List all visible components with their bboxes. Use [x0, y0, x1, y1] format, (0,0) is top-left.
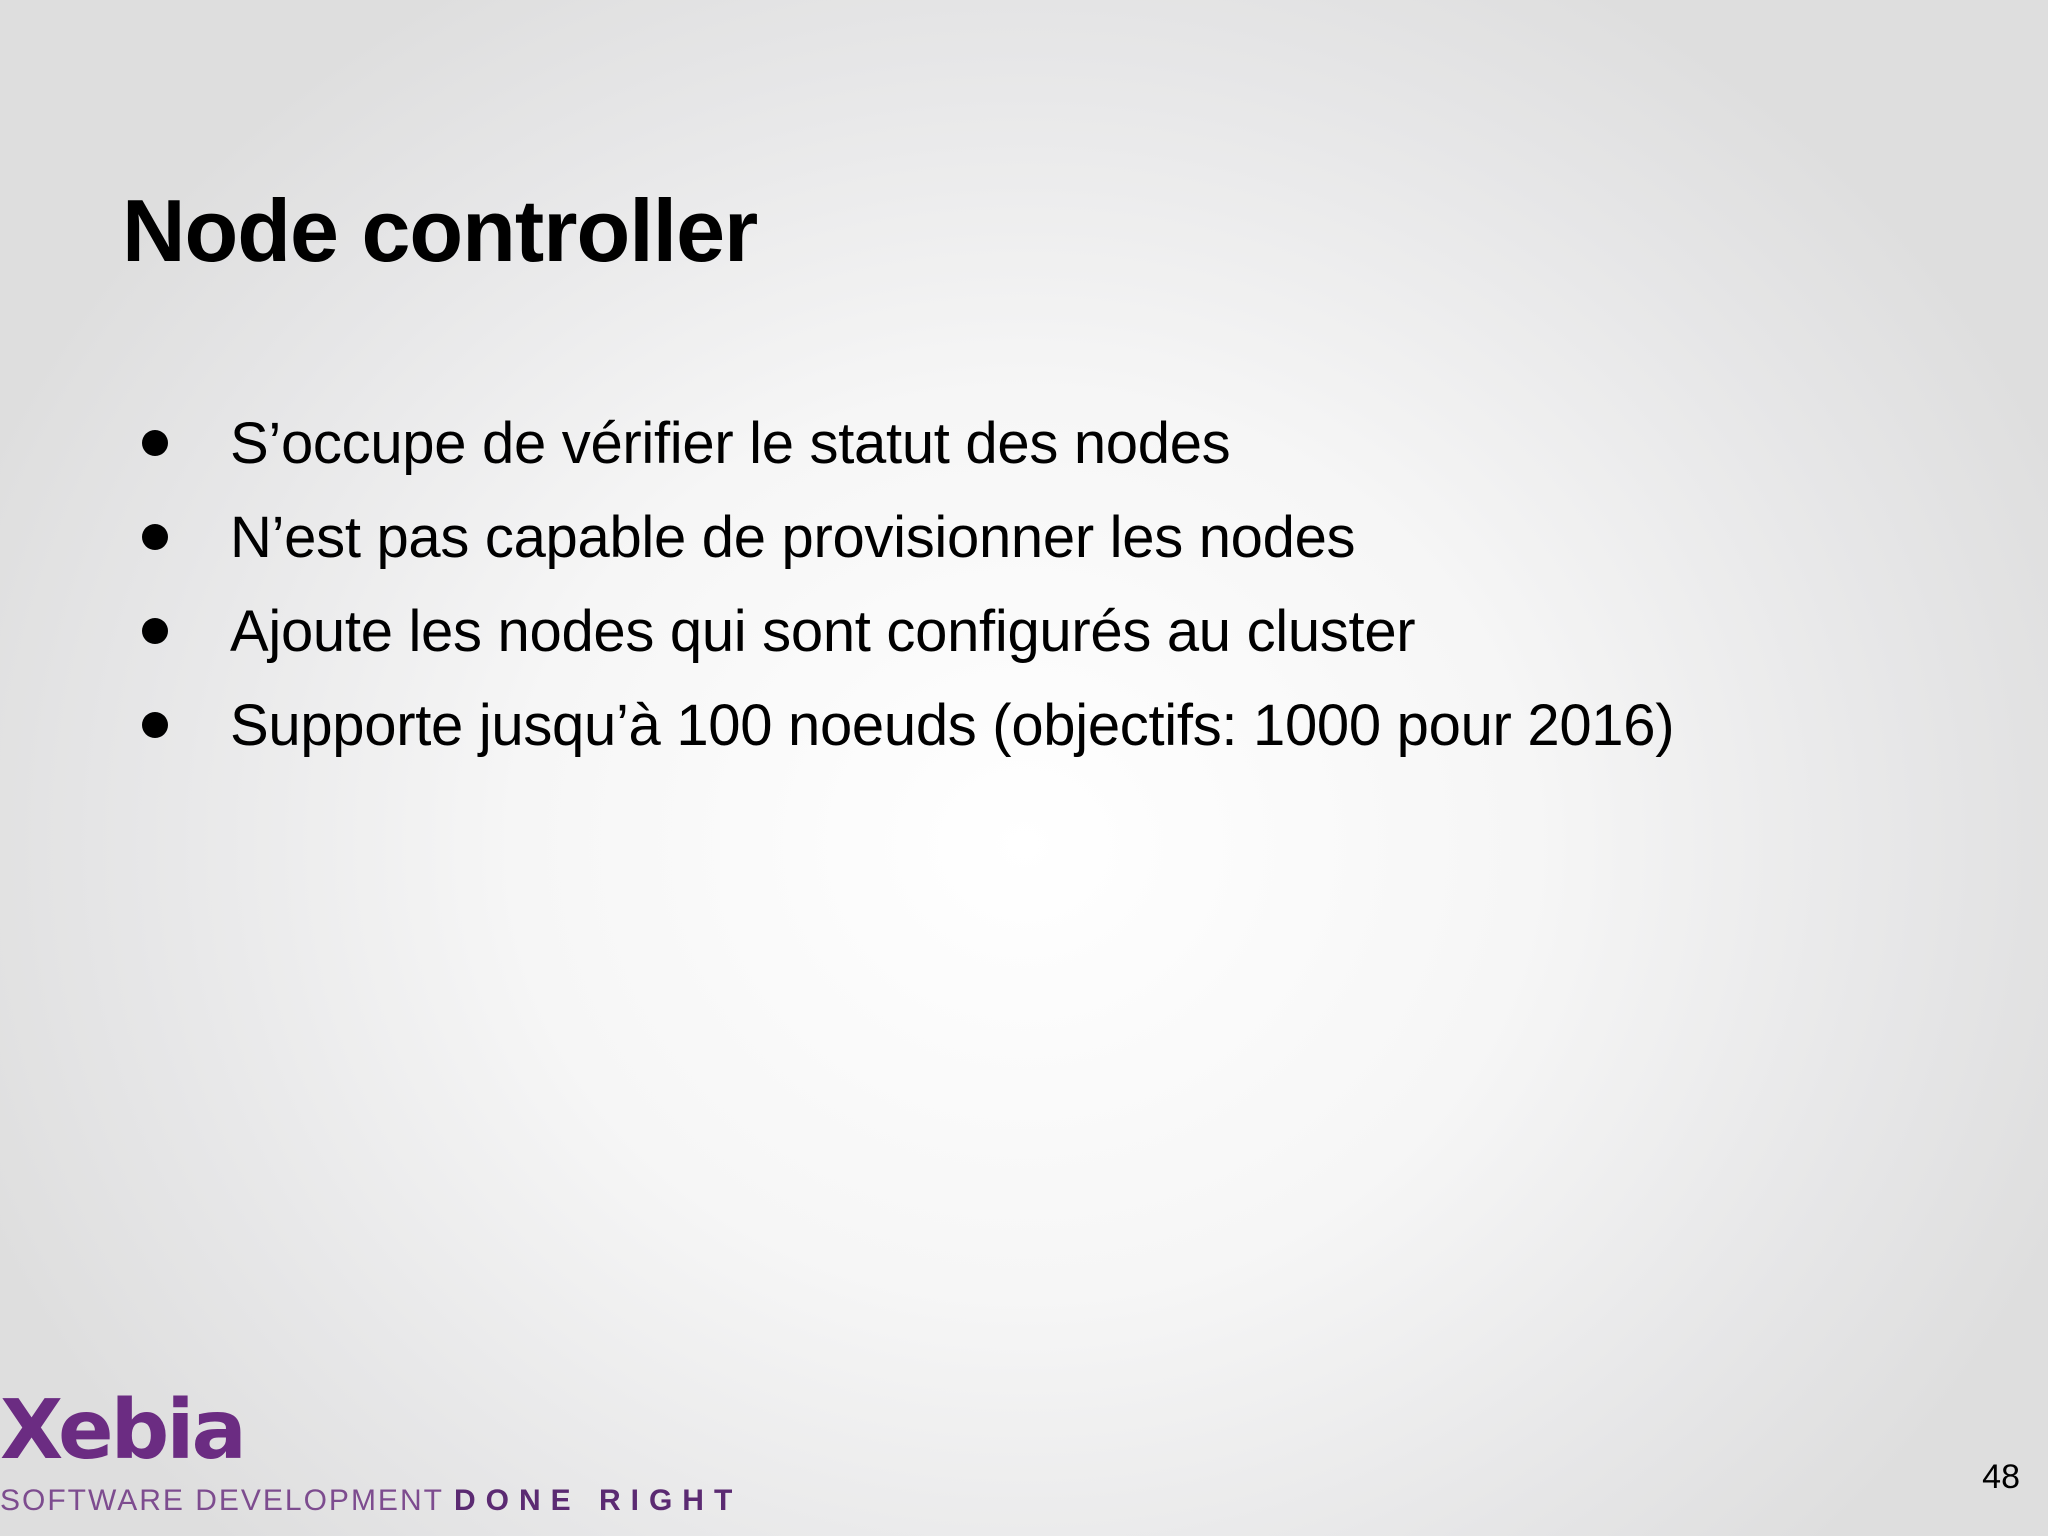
tagline-light: SOFTWARE DEVELOPMENT	[0, 1484, 444, 1517]
bullet-text: S’occupe de vérifier le statut des nodes	[230, 410, 1231, 476]
bullet-text: N’est pas capable de provisionner les nodes	[230, 504, 1356, 570]
bullet-item	[130, 490, 1674, 584]
bullet-item	[130, 678, 1674, 772]
xebia-logo	[0, 1383, 743, 1520]
bullet-list	[130, 396, 1674, 772]
bullet-item	[130, 396, 1674, 490]
bullet-dot-icon	[142, 618, 168, 644]
bullet-text: Ajoute les nodes qui sont configurés au cluster	[230, 598, 1416, 664]
bullet-dot-icon	[142, 524, 168, 550]
bullet-dot-icon	[142, 430, 168, 456]
logo-wordmark: Xebia	[0, 1383, 244, 1478]
bullet-text: Supporte jusqu’à 100 noeuds (objectifs: 1000 pour 2016)	[230, 692, 1675, 758]
logo-tagline	[0, 1486, 742, 1516]
tagline-bold: DONE RIGHT	[453, 1484, 743, 1517]
slide-title: Node controller	[122, 181, 758, 280]
bullet-item	[130, 584, 1674, 678]
bullet-dot-icon	[142, 712, 168, 738]
page-number: 48	[1982, 1458, 2020, 1496]
